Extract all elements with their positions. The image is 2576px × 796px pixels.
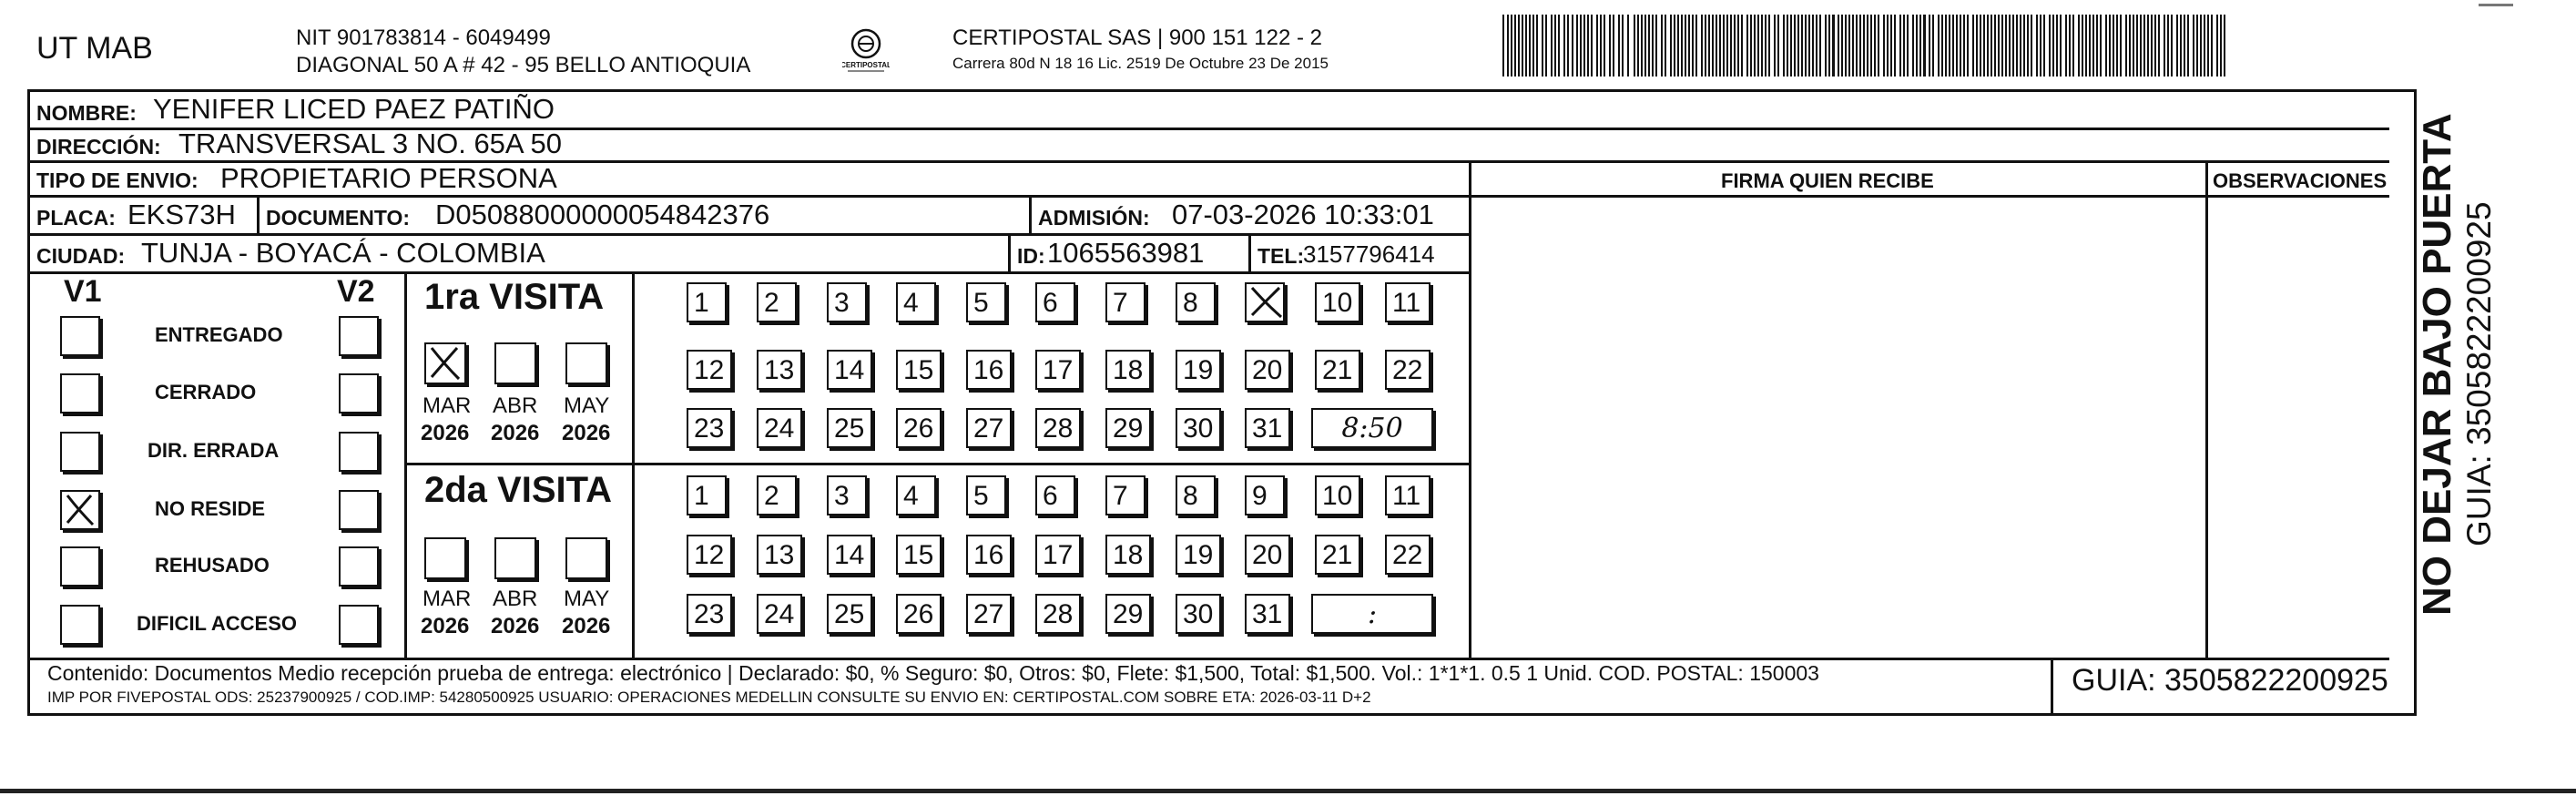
day-box[interactable] xyxy=(896,350,942,390)
day-number: 21 xyxy=(1322,540,1353,570)
month-checkbox[interactable] xyxy=(494,537,536,579)
city: TUNJA - BOYACÁ - COLOMBIA xyxy=(141,237,545,269)
sender-name: UT MAB xyxy=(36,31,153,66)
month-label: MAR xyxy=(423,393,472,418)
day-box[interactable] xyxy=(966,535,1012,575)
day-box[interactable] xyxy=(827,594,872,634)
day-number: 8 xyxy=(1183,288,1198,318)
day-box[interactable] xyxy=(1245,594,1290,634)
time-box[interactable] xyxy=(1311,408,1433,448)
address-label: DIRECCIÓN: xyxy=(36,135,161,158)
day-number: 2 xyxy=(764,481,779,511)
day-box[interactable] xyxy=(827,282,867,322)
status-option-label: REHUSADO xyxy=(155,554,270,577)
day-box[interactable] xyxy=(966,594,1012,634)
month-year: 2026 xyxy=(421,421,470,445)
day-box[interactable] xyxy=(687,350,732,390)
plate-label: PLACA: xyxy=(36,206,116,230)
day-box[interactable] xyxy=(1245,475,1285,515)
day-box[interactable] xyxy=(1385,535,1431,575)
document-number: D05088000000054842376 xyxy=(435,199,770,230)
day-box[interactable] xyxy=(1385,350,1431,390)
name-label: NOMBRE: xyxy=(36,101,137,125)
status-v2-checkbox[interactable] xyxy=(339,546,379,587)
day-box[interactable] xyxy=(1245,408,1290,448)
day-box[interactable] xyxy=(687,408,732,448)
day-number: 26 xyxy=(903,599,934,629)
day-box[interactable] xyxy=(687,282,727,322)
time-box[interactable] xyxy=(1311,594,1433,634)
status-option-label: ENTREGADO xyxy=(155,323,283,346)
day-number: 12 xyxy=(694,540,725,570)
day-box[interactable] xyxy=(896,594,942,634)
status-v2-checkbox[interactable] xyxy=(339,605,379,645)
day-box[interactable] xyxy=(966,475,1006,515)
day-box[interactable] xyxy=(1035,408,1081,448)
day-number: 24 xyxy=(764,413,795,444)
month-year: 2026 xyxy=(421,614,470,638)
month-year: 2026 xyxy=(562,614,611,638)
day-box[interactable] xyxy=(1176,535,1221,575)
shipment-type-label: TIPO DE ENVIO: xyxy=(36,168,199,192)
day-box[interactable] xyxy=(757,475,797,515)
day-box[interactable] xyxy=(1035,475,1075,515)
day-box[interactable] xyxy=(966,408,1012,448)
day-number: 14 xyxy=(834,540,865,570)
day-number: 11 xyxy=(1392,481,1421,511)
plate: EKS73H xyxy=(127,199,236,230)
day-number: 29 xyxy=(1113,599,1144,629)
city-label: CIUDAD: xyxy=(36,244,126,268)
status-option-label: NO RESIDE xyxy=(155,497,266,520)
month-checkbox[interactable] xyxy=(424,537,466,579)
day-box[interactable] xyxy=(757,408,802,448)
day-box[interactable] xyxy=(966,282,1006,322)
month-year: 2026 xyxy=(491,614,540,638)
day-box[interactable] xyxy=(1035,282,1075,322)
day-box[interactable] xyxy=(827,535,872,575)
day-box[interactable] xyxy=(1385,282,1431,322)
day-number: 2 xyxy=(764,288,779,318)
day-box[interactable] xyxy=(1105,475,1145,515)
day-number: 19 xyxy=(1183,540,1214,570)
certipostal-logo xyxy=(842,26,890,77)
day-number: 6 xyxy=(1043,481,1058,511)
day-box[interactable] xyxy=(896,475,936,515)
day-number: 15 xyxy=(903,355,934,385)
day-number: 3 xyxy=(834,481,850,511)
carrier-license: Carrera 80d N 18 16 Lic. 2519 De Octubre 23 De 2015 xyxy=(952,55,1329,72)
status-option-label: CERRADO xyxy=(155,381,257,403)
day-number: 31 xyxy=(1252,599,1283,629)
content-line: Contenido: Documentos Medio recepción prueba de entrega: electrónico | Declarado: $0, % Seguro: $0, Otros: $0, Flete: $1,500, Total: $1,500. Vol.: 1*1*1. 0.5 1 Unid. COD. POSTAL: 150003 xyxy=(47,661,1819,685)
day-number: 7 xyxy=(1113,481,1128,511)
day-box[interactable] xyxy=(1105,282,1145,322)
day-number: 30 xyxy=(1183,413,1214,444)
day-number: 28 xyxy=(1043,599,1074,629)
status-v1-checkbox[interactable] xyxy=(60,546,100,587)
day-box[interactable] xyxy=(966,350,1012,390)
month-label: ABR xyxy=(493,393,538,418)
day-number: 13 xyxy=(764,540,795,570)
day-number: 9 xyxy=(1252,481,1268,511)
status-v2-checkbox[interactable] xyxy=(339,432,379,472)
day-box[interactable] xyxy=(1385,475,1431,515)
day-box[interactable] xyxy=(1315,535,1360,575)
footer-guide-number: GUIA: 3505822200925 xyxy=(2072,663,2388,698)
no-dejar-bajo-puerta: NO DEJAR BAJO PUERTA xyxy=(2415,113,2459,616)
day-number: 5 xyxy=(973,481,989,511)
document-label: DOCUMENTO: xyxy=(266,206,411,230)
sender-nit: NIT 901783814 - 6049499 xyxy=(296,26,551,50)
day-number: 25 xyxy=(834,413,865,444)
imp-line: IMP POR FIVEPOSTAL ODS: 25237900925 / COD.IMP: 54280500925 USUARIO: OPERACIONES MEDELLIN CONSULTE SU ENVIO EN: CERTIPOSTAL.COM SOBRE ETA: 2026-03-11 D+2 xyxy=(47,689,1371,706)
status-v1-checkbox[interactable] xyxy=(60,605,100,645)
day-number: 16 xyxy=(973,540,1004,570)
status-v1-checkbox[interactable] xyxy=(60,373,100,413)
logo-text: CERTIPOSTAL xyxy=(842,61,890,69)
day-number: 13 xyxy=(764,355,795,385)
day-number: 14 xyxy=(834,355,865,385)
day-box[interactable] xyxy=(1035,535,1081,575)
day-number: 31 xyxy=(1252,413,1283,444)
day-number: 23 xyxy=(694,599,725,629)
shipment-type: PROPIETARIO PERSONA xyxy=(220,162,557,194)
carrier-name: CERTIPOSTAL SAS | 900 151 122 - 2 xyxy=(952,26,1322,50)
day-number: 10 xyxy=(1322,288,1353,318)
day-box[interactable] xyxy=(1105,408,1151,448)
day-box[interactable] xyxy=(687,594,732,634)
day-number: 25 xyxy=(834,599,865,629)
v2-label: V2 xyxy=(337,274,375,309)
v1-label: V1 xyxy=(64,274,102,309)
id-number: 1065563981 xyxy=(1047,237,1205,269)
day-box[interactable] xyxy=(1176,408,1221,448)
day-number: 22 xyxy=(1392,540,1423,570)
day-number: 27 xyxy=(973,413,1004,444)
status-option-label: DIFICIL ACCESO xyxy=(137,612,298,635)
side-guide-number: GUIA: 3505822200925 xyxy=(2460,201,2498,546)
day-number: 19 xyxy=(1183,355,1214,385)
day-number: 12 xyxy=(694,355,725,385)
day-box[interactable] xyxy=(896,282,936,322)
day-box[interactable] xyxy=(1245,350,1290,390)
bottom-edge-line xyxy=(0,789,2576,793)
visit-time: : xyxy=(1367,598,1378,630)
day-box[interactable] xyxy=(1176,350,1221,390)
day-number: 24 xyxy=(764,599,795,629)
day-box[interactable] xyxy=(1245,282,1285,322)
day-box[interactable] xyxy=(757,594,802,634)
day-box[interactable] xyxy=(757,282,797,322)
day-number: 16 xyxy=(973,355,1004,385)
status-v1-checkbox[interactable] xyxy=(60,490,100,530)
day-number: 4 xyxy=(903,288,919,318)
day-box[interactable] xyxy=(1105,350,1151,390)
day-number: 11 xyxy=(1392,288,1421,318)
status-v2-checkbox[interactable] xyxy=(339,490,379,530)
day-number: 8 xyxy=(1183,481,1198,511)
day-number: 23 xyxy=(694,413,725,444)
receiver-signature-label: FIRMA QUIEN RECIBE xyxy=(1721,169,1934,192)
day-number: 10 xyxy=(1322,481,1353,511)
day-box[interactable] xyxy=(1176,475,1216,515)
day-box[interactable] xyxy=(687,535,732,575)
day-number: 1 xyxy=(694,288,709,318)
day-number: 29 xyxy=(1113,413,1144,444)
day-box[interactable] xyxy=(827,475,867,515)
top-right-tick xyxy=(2479,4,2513,6)
month-year: 2026 xyxy=(562,421,611,445)
sender-address: DIAGONAL 50 A # 42 - 95 BELLO ANTIOQUIA xyxy=(296,53,751,77)
day-box[interactable] xyxy=(1035,594,1081,634)
month-checkbox[interactable] xyxy=(424,342,466,384)
month-checkbox[interactable] xyxy=(565,342,607,384)
day-number: 21 xyxy=(1322,355,1353,385)
admission-label: ADMISIÓN: xyxy=(1038,206,1150,230)
status-option-label: DIR. ERRADA xyxy=(148,439,280,462)
day-number: 20 xyxy=(1252,355,1283,385)
day-number: 6 xyxy=(1043,288,1058,318)
recipient-address: TRANSVERSAL 3 NO. 65A 50 xyxy=(178,128,562,159)
day-number: 3 xyxy=(834,288,850,318)
day-box[interactable] xyxy=(687,475,727,515)
tel-number: 3157796414 xyxy=(1303,240,1435,268)
month-label: MAY xyxy=(564,393,610,418)
day-number: 15 xyxy=(903,540,934,570)
status-v1-checkbox[interactable] xyxy=(60,432,100,472)
status-v2-checkbox[interactable] xyxy=(339,373,379,413)
day-box[interactable] xyxy=(1315,282,1360,322)
barcode xyxy=(1502,15,2231,77)
day-number: 26 xyxy=(903,413,934,444)
day-box[interactable] xyxy=(1035,350,1081,390)
visit-time: 8:50 xyxy=(1341,413,1403,444)
month-label: ABR xyxy=(493,587,538,611)
admission-datetime: 07-03-2026 10:33:01 xyxy=(1172,199,1434,230)
day-number: 17 xyxy=(1043,355,1074,385)
day-number: 27 xyxy=(973,599,1004,629)
tel-label: TEL: xyxy=(1257,244,1305,268)
day-number: 28 xyxy=(1043,413,1074,444)
status-v2-checkbox[interactable] xyxy=(339,316,379,356)
day-box[interactable] xyxy=(896,408,942,448)
day-box[interactable] xyxy=(1105,594,1151,634)
day-box[interactable] xyxy=(1315,475,1360,515)
day-number: 1 xyxy=(694,481,709,511)
month-year: 2026 xyxy=(491,421,540,445)
day-box[interactable] xyxy=(896,535,942,575)
status-v1-checkbox[interactable] xyxy=(60,316,100,356)
day-number: 18 xyxy=(1113,540,1144,570)
month-label: MAR xyxy=(423,587,472,611)
id-label: ID: xyxy=(1017,244,1045,268)
day-number: 17 xyxy=(1043,540,1074,570)
day-box[interactable] xyxy=(827,408,872,448)
day-number: 18 xyxy=(1113,355,1144,385)
month-label: MAY xyxy=(564,587,610,611)
day-box[interactable] xyxy=(1176,282,1216,322)
observations-label: OBSERVACIONES xyxy=(2213,169,2388,192)
day-box[interactable] xyxy=(1176,594,1221,634)
day-box[interactable] xyxy=(1315,350,1360,390)
day-box[interactable] xyxy=(757,535,802,575)
day-number: 22 xyxy=(1392,355,1423,385)
recipient-name: YENIFER LICED PAEZ PATIÑO xyxy=(153,93,555,125)
month-checkbox[interactable] xyxy=(494,342,536,384)
day-box[interactable] xyxy=(827,350,872,390)
visit1-title: 1ra VISITA xyxy=(424,277,605,317)
day-number: 5 xyxy=(973,288,989,318)
day-number: 30 xyxy=(1183,599,1214,629)
day-number: 20 xyxy=(1252,540,1283,570)
month-checkbox[interactable] xyxy=(565,537,607,579)
day-box[interactable] xyxy=(1245,535,1290,575)
day-box[interactable] xyxy=(757,350,802,390)
day-box[interactable] xyxy=(1105,535,1151,575)
visit2-title: 2da VISITA xyxy=(424,470,612,510)
day-number: 4 xyxy=(903,481,919,511)
day-number: 7 xyxy=(1113,288,1128,318)
